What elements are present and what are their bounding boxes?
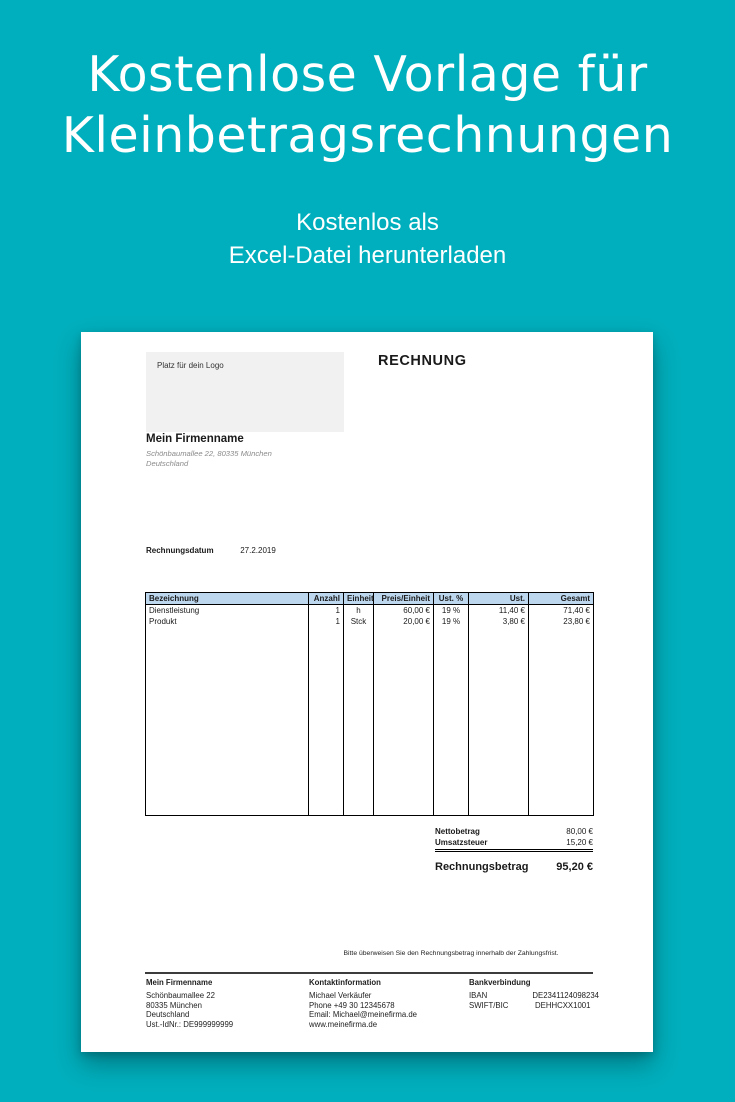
iban-label: IBAN [469, 990, 488, 1000]
swift-label: SWIFT/BIC [469, 1000, 509, 1010]
swift-value: DEHHCXX1001 [535, 1000, 591, 1010]
line-items-table [145, 592, 594, 816]
hero-title-line1: Kostenlose Vorlage für [87, 46, 648, 103]
company-country: Deutschland [146, 459, 189, 468]
table-header-row [146, 593, 594, 605]
table-row [146, 605, 594, 617]
footer-contact-column [309, 978, 459, 1030]
invoice-page [81, 332, 653, 1052]
footer-bank-swift-row [469, 1001, 599, 1011]
invoice-date-row [146, 546, 276, 555]
hero-title [0, 44, 735, 166]
footer-company-title: Mein Firmenname [146, 978, 213, 987]
footer-contact-email: Email: Michael@meinefirma.de [309, 1010, 418, 1020]
cell-ust-prozent: 19 % [434, 616, 469, 627]
cell-ust-prozent: 19 % [434, 605, 469, 617]
cell-gesamt: 71,40 € [529, 605, 594, 617]
footer-company-street: Schönbaumallee 22 [146, 990, 215, 1000]
grand-total-row [435, 861, 593, 873]
col-header-gesamt: Gesamt [529, 593, 594, 605]
footer-contact-phone: Phone +49 30 12345678 [309, 1000, 395, 1010]
totals-divider [435, 849, 593, 852]
company-address [146, 449, 272, 469]
vat-label: Umsatzsteuer [435, 838, 488, 847]
invoice-date-label: Rechnungsdatum [146, 546, 214, 555]
cell-ust: 3,80 € [469, 616, 529, 627]
col-header-ust: Ust. [469, 593, 529, 605]
cell-gesamt: 23,80 € [529, 616, 594, 627]
footer-bank-title: Bankverbindung [469, 978, 531, 987]
cell-einheit: Stck [344, 616, 374, 627]
footer-bank-iban-row [469, 991, 599, 1001]
net-total-row [435, 826, 593, 837]
iban-value: DE2341124098234 [532, 990, 599, 1000]
payment-note: Bitte überweisen Sie den Rechnungsbetrag innerhalb der Zahlungsfrist. [343, 950, 559, 957]
grand-total-label: Rechnungsbetrag [435, 861, 529, 873]
hero-subtitle-line2: Excel-Datei herunterladen [228, 242, 507, 269]
hero-subtitle [0, 206, 735, 272]
footer-company-city: 80335 München [146, 1000, 202, 1010]
footer-company-country: Deutschland [146, 1010, 190, 1020]
hero-title-line2: Kleinbetragsrechnungen [61, 107, 674, 164]
vat-value: 15,20 € [566, 838, 593, 847]
company-address-line: Schönbaumallee 22, 80335 München [146, 449, 272, 458]
col-header-einheit: Einheit [344, 593, 374, 605]
cell-preis-einheit: 20,00 € [374, 616, 434, 627]
cell-preis-einheit: 60,00 € [374, 605, 434, 617]
footer-contact-website: www.meinefirma.de [309, 1020, 378, 1030]
logo-placeholder-label: Platz für dein Logo [157, 361, 224, 370]
grand-total-value: 95,20 € [556, 861, 593, 873]
cell-anzahl: 1 [309, 616, 344, 627]
totals-block [435, 826, 593, 873]
col-header-anzahl: Anzahl [309, 593, 344, 605]
cell-bezeichnung: Dienstleistung [146, 605, 309, 617]
net-total-value: 80,00 € [566, 827, 593, 836]
invoice-title: RECHNUNG [378, 353, 467, 369]
hero-subtitle-line1: Kostenlos als [296, 209, 439, 236]
footer-company-column [146, 978, 296, 1030]
vat-row [435, 837, 593, 848]
cell-anzahl: 1 [309, 605, 344, 617]
cell-bezeichnung: Produkt [146, 616, 309, 627]
footer-contact-name: Michael Verkäufer [309, 990, 372, 1000]
table-row [146, 616, 594, 627]
cell-ust: 11,40 € [469, 605, 529, 617]
logo-placeholder-box [146, 352, 344, 432]
invoice-date-value: 27.2.2019 [240, 546, 276, 555]
footer-contact-title: Kontaktinformation [309, 978, 381, 987]
cell-einheit: h [344, 605, 374, 617]
col-header-ust-prozent: Ust. % [434, 593, 469, 605]
col-header-preis-einheit: Preis/Einheit [374, 593, 434, 605]
company-name: Mein Firmenname [146, 433, 244, 445]
net-total-label: Nettobetrag [435, 827, 480, 836]
table-empty-area [146, 627, 594, 815]
col-header-bezeichnung: Bezeichnung [146, 593, 309, 605]
footer-divider [145, 972, 593, 974]
footer-company-vat-id: Ust.-IdNr.: DE999999999 [146, 1020, 234, 1030]
footer-bank-column [469, 978, 599, 1010]
